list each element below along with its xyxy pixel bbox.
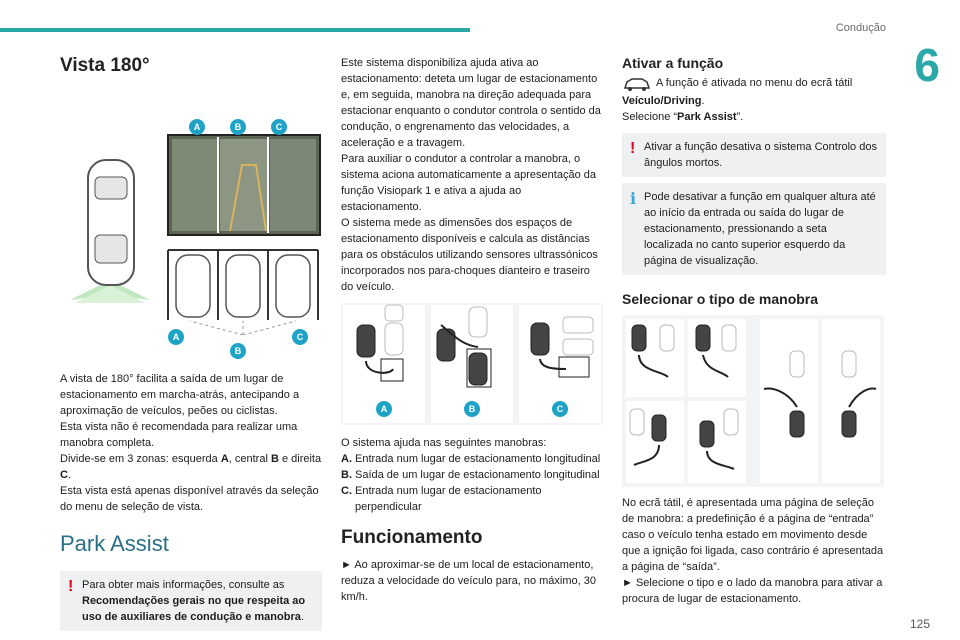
zones-text-1: Divide-se em 3 zonas: esquerda xyxy=(60,453,221,465)
warning-icon: ! xyxy=(68,578,74,595)
warning-icon: ! xyxy=(630,140,636,157)
park-assist-paragraph-2: Para auxiliar o condutor a controlar a manobra, o sistema aciona automaticamente a apresentação da função Visiopark 1 e ativa a ajuda ao estacionamento. xyxy=(341,153,596,213)
header-accent-line xyxy=(0,28,470,32)
badge-top-b: B xyxy=(230,119,246,135)
zone-b: B xyxy=(270,453,279,465)
maneuver-badge-c: C xyxy=(552,401,568,417)
vista-zones-paragraph xyxy=(60,451,322,483)
arrow-bullet-icon: ► xyxy=(341,559,352,571)
maneuver-type-illustration xyxy=(622,315,884,487)
activate-bold: Veículo/Driving xyxy=(622,95,702,107)
note-text-1: Para obter mais informações, consulte as xyxy=(82,579,285,591)
maneuver-item xyxy=(341,451,603,467)
select-text-1: Selecione “ xyxy=(622,111,678,123)
zone-a: A xyxy=(220,453,229,465)
funcionamento-text: Ao aproximar-se de um local de estacionamento, reduza a velocidade do veículo para, no máximo, 30 km/h. xyxy=(341,559,596,603)
badge-bottom-b: B xyxy=(230,343,246,359)
badge-top-c: C xyxy=(271,119,287,135)
select-type-title: Selecionar o tipo de manobra xyxy=(622,291,819,307)
badges-bottom-row xyxy=(60,332,322,371)
activate-paragraph xyxy=(622,75,886,109)
zones-text-3: e direita xyxy=(278,453,322,465)
warning-note-blind-spot xyxy=(622,133,886,177)
maneuver-item xyxy=(341,467,603,483)
car-top-view-icon xyxy=(88,160,134,285)
warning-note-recommendations xyxy=(60,571,322,631)
maneuver-label: A. xyxy=(341,453,352,465)
select-type-paragraph-2 xyxy=(622,575,886,607)
note-warn-text: Ativar a função desativa o sistema Controlo dos ângulos mortos. xyxy=(644,141,877,169)
column-2 xyxy=(341,55,603,605)
badge-bottom-c: C xyxy=(292,329,308,345)
vista-paragraph-2: Esta vista não é recomendada para realizar uma manobra completa. xyxy=(60,421,298,449)
badge-bottom-a: A xyxy=(168,329,184,345)
maneuver-badge-a: A xyxy=(376,401,392,417)
maneuver-text: Entrada num lugar de estacionamento perpendicular xyxy=(355,485,542,513)
arrow-bullet-icon: ► xyxy=(622,577,633,589)
maneuver-badge-b: B xyxy=(464,401,480,417)
park-assist-paragraph-1: Este sistema disponibiliza ajuda ativa ao estacionamento: deteta um lugar de estacionamento e, em seguida, manobra na direção adequada para estacionar enquanto o condutor controla o sentido da condução, o engrenamento das velocidades, a aceleração e a travagem. xyxy=(341,57,601,149)
note-bold: Recomendações gerais no que respeita ao uso de auxiliares de condução e manobra xyxy=(82,595,306,623)
zones-text-2: , central xyxy=(228,453,271,465)
funcionamento-title: Funcionamento xyxy=(341,527,483,548)
maneuvers-list xyxy=(341,451,603,515)
vista-180-figure xyxy=(60,85,322,335)
car-menu-icon xyxy=(622,75,652,93)
maneuver-text: Saída de um lugar de estacionamento longitudinal xyxy=(355,469,600,481)
chapter-number: 6 xyxy=(914,39,940,91)
select-text-2: ”. xyxy=(736,111,744,123)
park-assist-paragraph-3: O sistema mede as dimensões dos espaços de estacionamento disponíveis e calcula as distâncias para os obstáculos utilizando sensores ultrassónicos incorporados nos para-choques dianteiro e traseiro do veículo. xyxy=(341,217,598,293)
maneuver-type-figure xyxy=(622,315,884,487)
page-number: 125 xyxy=(909,617,930,631)
zone-c: C xyxy=(60,469,68,481)
badge-top-a: A xyxy=(189,119,205,135)
vista-last-paragraph: Esta vista está apenas disponível através da seleção do menu de seleção de vista. xyxy=(60,485,319,513)
maneuvers-figure xyxy=(341,303,603,425)
select-type-text-2: Selecione o tipo e o lado da manobra para ativar a procura de lugar de estacionamento. xyxy=(622,577,883,605)
column-3 xyxy=(622,55,886,607)
activate-title: Ativar a função xyxy=(622,55,724,71)
section-title-vista-180: Vista 180° xyxy=(60,55,150,76)
maneuver-label: C. xyxy=(341,485,352,497)
maneuver-text: Entrada num lugar de estacionamento longitudinal xyxy=(355,453,601,465)
zones-text-4: . xyxy=(67,469,72,481)
note-text-2: . xyxy=(300,611,304,623)
info-note-deactivate xyxy=(622,183,886,275)
select-bold: Park Assist xyxy=(677,111,737,123)
info-icon: i xyxy=(630,189,637,208)
maneuvers-intro: O sistema ajuda nas seguintes manobras: xyxy=(341,437,547,449)
vista-paragraph-1: A vista de 180° facilita a saída de um lugar de estacionamento em marcha-atrás, antecipando a aproximação de veículos, peões ou ciclistas. xyxy=(60,373,300,417)
activate-text-1: A função é ativada no menu do ecrã tátil xyxy=(656,77,853,89)
note-info-text: Pode desativar a função em qualquer altura até ao início da entrada ou saída do lugar de estacionamento, pressionando a seta localizada no canto superior esquerdo da página de visualização. xyxy=(644,191,876,267)
park-assist-title: Park Assist xyxy=(60,531,169,556)
activate-text-2: . xyxy=(701,95,705,107)
maneuver-label: B. xyxy=(341,469,352,481)
select-park-assist-paragraph xyxy=(622,109,886,125)
select-type-paragraph-1: No ecrã tátil, é apresentada uma página de seleção de manobra: a predefinição é a página de “entrada” caso o veículo tenha estado em movimento desde que a ignição foi ligada, caso contrário é apresentada a página de “saída”. xyxy=(622,497,884,573)
funcionamento-paragraph xyxy=(341,557,603,605)
column-1 xyxy=(60,55,322,637)
maneuver-item xyxy=(341,483,603,515)
chapter-title: Condução xyxy=(835,22,886,34)
